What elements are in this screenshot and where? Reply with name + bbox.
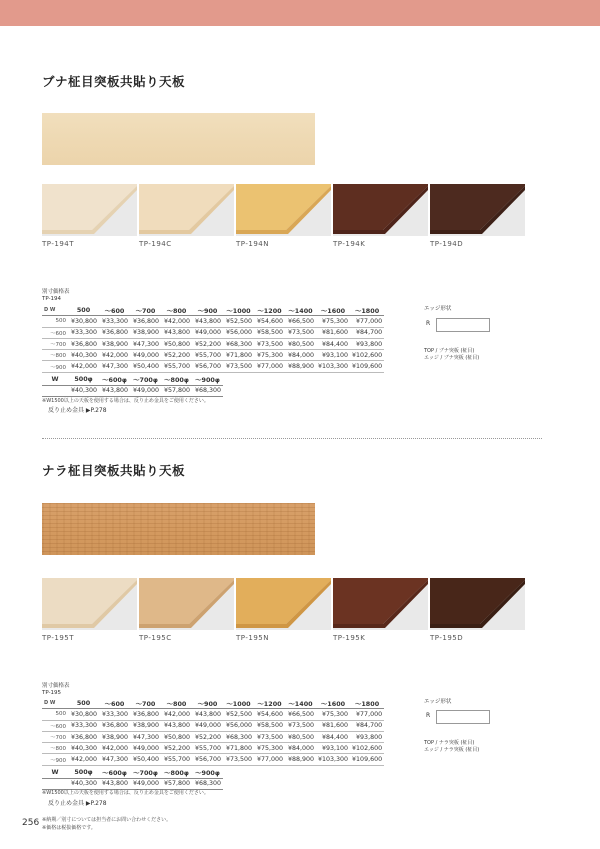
price-cell: ¥56,000: [223, 327, 254, 338]
price-cell: ¥84,000: [285, 350, 316, 361]
price-cell: ¥77,000: [350, 709, 384, 720]
depth-header: 〜700: [42, 731, 68, 742]
section-divider: [42, 438, 542, 439]
round-price-cell: ¥57,800: [161, 778, 192, 790]
swatch-tp-195c: [139, 578, 234, 642]
price-cell: ¥73,500: [223, 754, 254, 765]
table-row: [42, 350, 384, 361]
round-size-header: 〜900φ: [192, 767, 223, 778]
price-cell: ¥54,600: [254, 316, 285, 327]
price-cell: ¥47,300: [99, 754, 130, 765]
price-cell: ¥55,700: [192, 743, 223, 754]
price-cell: ¥102,600: [350, 350, 384, 361]
edge-edge-material: エッジ / ブナ突板 (柾目): [424, 355, 480, 361]
price-cell: ¥30,800: [68, 709, 99, 720]
swatch-tp-194d: [430, 184, 525, 248]
price-cell: ¥49,000: [192, 327, 223, 338]
color-swatches: [42, 578, 522, 646]
price-cell: ¥33,300: [68, 720, 99, 731]
round-size-header: 〜800φ: [161, 767, 192, 778]
depth-header: 500: [42, 316, 68, 327]
round-price-cell: ¥68,300: [192, 385, 223, 397]
footnote-tax: ※価格は税抜価格です。: [42, 825, 96, 831]
round-size-header: 500φ: [68, 374, 99, 385]
edge-profile-diagram: [436, 318, 490, 332]
round-price-cell: ¥43,800: [99, 778, 130, 790]
width-header: 〜1600: [316, 305, 350, 316]
round-size-header: 〜700φ: [130, 767, 161, 778]
edge-material-info: [424, 348, 479, 362]
price-cell: ¥93,100: [316, 350, 350, 361]
price-cell: ¥33,300: [68, 327, 99, 338]
swatch-tp-194n: [236, 184, 331, 248]
price-cell: ¥54,600: [254, 709, 285, 720]
table-corner: [42, 305, 68, 316]
price-cell: ¥55,700: [161, 361, 192, 372]
table-row: [42, 338, 384, 349]
table-row: [42, 316, 384, 327]
price-cell: ¥36,800: [130, 316, 161, 327]
swatch-tp-194k: [333, 184, 428, 248]
table-header-row: [42, 698, 384, 709]
swatch-image: [430, 578, 525, 630]
edge-material-info: [424, 740, 479, 754]
round-price-cell: ¥68,300: [192, 778, 223, 790]
width-header: 〜1600: [316, 698, 350, 709]
width-header: 〜700: [130, 305, 161, 316]
depth-header: 〜800: [42, 743, 68, 754]
price-cell: ¥77,000: [254, 361, 285, 372]
width-header: 500: [68, 305, 99, 316]
round-size-header: 500φ: [68, 767, 99, 778]
price-cell: ¥42,000: [99, 350, 130, 361]
price-table-label: [42, 683, 70, 697]
round-blank-cell: [42, 778, 68, 790]
price-cell: ¥36,800: [68, 338, 99, 349]
price-cell: ¥42,000: [68, 361, 99, 372]
round-price-table: [42, 374, 223, 397]
reference-link[interactable]: 反り止め金具 ▶P.278: [48, 800, 107, 807]
price-cell: ¥38,900: [99, 731, 130, 742]
price-table: [42, 698, 384, 766]
price-cell: ¥109,600: [350, 361, 384, 372]
price-cell: ¥36,800: [68, 731, 99, 742]
width-header: 〜800: [161, 305, 192, 316]
price-cell: ¥56,000: [223, 720, 254, 731]
price-cell: ¥84,000: [285, 743, 316, 754]
note: ※W1500以上の天板を使用する場合は、反り止め金具をご使用ください。: [42, 790, 209, 796]
swatch-tp-195d: [430, 578, 525, 642]
price-cell: ¥47,300: [130, 338, 161, 349]
width-header: 〜600: [99, 698, 130, 709]
depth-header: 500: [42, 709, 68, 720]
price-cell: ¥84,700: [350, 327, 384, 338]
width-header: 〜1400: [285, 698, 316, 709]
price-cell: ¥93,800: [350, 731, 384, 742]
price-cell: ¥84,400: [316, 731, 350, 742]
price-cell: ¥40,300: [68, 350, 99, 361]
round-price-row: [42, 778, 223, 790]
price-cell: ¥75,300: [316, 709, 350, 720]
price-cell: ¥84,700: [350, 720, 384, 731]
price-cell: ¥71,800: [223, 350, 254, 361]
width-header: 〜900: [192, 305, 223, 316]
price-cell: ¥103,300: [316, 754, 350, 765]
price-cell: ¥55,700: [161, 754, 192, 765]
swatch-image: [333, 578, 428, 630]
price-cell: ¥43,800: [161, 327, 192, 338]
swatch-image: [333, 184, 428, 236]
width-header: 〜900: [192, 698, 223, 709]
price-cell: ¥52,500: [223, 316, 254, 327]
price-cell: ¥36,800: [99, 720, 130, 731]
footnote-lead-time: ※納期／別寸については担当者にお問い合わせください。: [42, 817, 172, 823]
price-cell: ¥38,900: [130, 327, 161, 338]
width-header: 500: [68, 698, 99, 709]
price-cell: ¥50,400: [130, 754, 161, 765]
round-price-table: [42, 767, 223, 790]
table-row: [42, 327, 384, 338]
depth-header: 〜900: [42, 361, 68, 372]
price-label-text: 別寸価格表: [42, 683, 70, 689]
swatch-code: TP-194D: [430, 240, 464, 248]
price-cell: ¥30,800: [68, 316, 99, 327]
price-cell: ¥55,700: [192, 350, 223, 361]
depth-header: 〜600: [42, 327, 68, 338]
round-size-header: 〜600φ: [99, 374, 130, 385]
swatch-image: [42, 578, 137, 630]
price-cell: ¥43,800: [192, 316, 223, 327]
round-price-cell: ¥49,000: [130, 385, 161, 397]
price-cell: ¥77,000: [350, 316, 384, 327]
swatch-tp-195n: [236, 578, 331, 642]
price-cell: ¥43,800: [192, 709, 223, 720]
swatch-image: [236, 184, 331, 236]
round-price-cell: ¥40,300: [68, 385, 99, 397]
swatch-image: [139, 578, 234, 630]
section-title: ブナ柾目突板共貼り天板: [42, 74, 186, 89]
swatch-tp-195t: [42, 578, 137, 642]
price-cell: ¥93,800: [350, 338, 384, 349]
price-cell: ¥38,900: [130, 720, 161, 731]
width-header: 〜1000: [223, 305, 254, 316]
price-cell: ¥109,600: [350, 754, 384, 765]
price-cell: ¥36,800: [130, 709, 161, 720]
table-header-row: [42, 305, 384, 316]
table-row: [42, 361, 384, 372]
price-cell: ¥49,000: [192, 720, 223, 731]
round-blank-cell: [42, 385, 68, 397]
round-size-header: 〜600φ: [99, 767, 130, 778]
round-header-row: [42, 374, 223, 385]
swatch-code: TP-194C: [139, 240, 172, 248]
price-cell: ¥75,300: [254, 743, 285, 754]
round-price-row: [42, 385, 223, 397]
edge-top-material: TOP / ブナ突板 (柾目): [424, 348, 475, 354]
round-size-header: 〜900φ: [192, 374, 223, 385]
price-cell: ¥77,000: [254, 754, 285, 765]
price-cell: ¥56,700: [192, 754, 223, 765]
price-cell: ¥84,400: [316, 338, 350, 349]
depth-header: 〜800: [42, 350, 68, 361]
page-number: 256: [22, 818, 40, 828]
edge-shape-title: エッジ形状: [424, 699, 452, 705]
price-cell: ¥68,300: [223, 731, 254, 742]
width-header: 〜1000: [223, 698, 254, 709]
price-cell: ¥50,400: [130, 361, 161, 372]
swatch-code: TP-194K: [333, 240, 366, 248]
wood-grain-sample: [42, 113, 315, 165]
wood-grain-sample: [42, 503, 315, 555]
price-cell: ¥49,000: [130, 743, 161, 754]
price-cell: ¥49,000: [130, 350, 161, 361]
table-row: [42, 720, 384, 731]
price-cell: ¥42,000: [68, 754, 99, 765]
header-band: [0, 0, 600, 26]
table-row: [42, 754, 384, 765]
price-cell: ¥50,800: [161, 731, 192, 742]
width-header: 〜1400: [285, 305, 316, 316]
price-cell: ¥36,800: [99, 327, 130, 338]
price-cell: ¥38,900: [99, 338, 130, 349]
width-header: 〜800: [161, 698, 192, 709]
price-cell: ¥56,700: [192, 361, 223, 372]
round-header-row: [42, 767, 223, 778]
price-cell: ¥88,900: [285, 361, 316, 372]
swatch-code: TP-195K: [333, 634, 366, 642]
price-cell: ¥80,500: [285, 731, 316, 742]
price-cell: ¥71,800: [223, 743, 254, 754]
width-header: 〜1800: [350, 698, 384, 709]
depth-header: 〜700: [42, 338, 68, 349]
price-cell: ¥75,300: [254, 350, 285, 361]
note: ※W1500以上の天板を使用する場合は、反り止め金具をご使用ください。: [42, 398, 209, 404]
round-size-header: 〜700φ: [130, 374, 161, 385]
price-cell: ¥103,300: [316, 361, 350, 372]
swatch-tp-194c: [139, 184, 234, 248]
swatch-tp-195k: [333, 578, 428, 642]
price-cell: ¥33,300: [99, 709, 130, 720]
price-cell: ¥66,500: [285, 709, 316, 720]
round-label: W: [42, 767, 68, 778]
round-price-cell: ¥57,800: [161, 385, 192, 397]
price-cell: ¥88,900: [285, 754, 316, 765]
depth-header: 〜900: [42, 754, 68, 765]
swatch-code: TP-195T: [42, 634, 75, 642]
model-code: TP-195: [42, 690, 62, 696]
table-row: [42, 743, 384, 754]
price-cell: ¥42,000: [161, 709, 192, 720]
price-cell: ¥47,300: [130, 731, 161, 742]
swatch-code: TP-195C: [139, 634, 172, 642]
swatch-code: TP-194N: [236, 240, 269, 248]
swatch-image: [236, 578, 331, 630]
corner-w: W: [48, 307, 56, 314]
round-price-cell: ¥40,300: [68, 778, 99, 790]
price-cell: ¥81,600: [316, 327, 350, 338]
swatch-image: [42, 184, 137, 236]
price-cell: ¥58,500: [254, 327, 285, 338]
reference-link[interactable]: 反り止め金具 ▶P.278: [48, 407, 107, 414]
width-header: 〜1800: [350, 305, 384, 316]
price-cell: ¥42,000: [99, 743, 130, 754]
swatch-tp-194t: [42, 184, 137, 248]
price-cell: ¥93,100: [316, 743, 350, 754]
round-price-cell: ¥49,000: [130, 778, 161, 790]
swatch-code: TP-195D: [430, 634, 464, 642]
table-row: [42, 709, 384, 720]
edge-shape-title: エッジ形状: [424, 306, 452, 312]
price-cell: ¥42,000: [161, 316, 192, 327]
swatch-code: TP-195N: [236, 634, 269, 642]
price-cell: ¥73,500: [285, 327, 316, 338]
round-size-header: 〜800φ: [161, 374, 192, 385]
price-cell: ¥43,800: [161, 720, 192, 731]
edge-profile-diagram: [436, 710, 490, 724]
swatch-code: TP-194T: [42, 240, 75, 248]
price-cell: ¥47,300: [99, 361, 130, 372]
color-swatches: [42, 184, 522, 252]
price-cell: ¥81,600: [316, 720, 350, 731]
price-cell: ¥73,500: [254, 731, 285, 742]
price-cell: ¥66,500: [285, 316, 316, 327]
edge-mark: R: [426, 712, 431, 719]
swatch-image: [430, 184, 525, 236]
price-cell: ¥75,300: [316, 316, 350, 327]
corner-d: D: [44, 307, 49, 314]
price-cell: ¥50,800: [161, 338, 192, 349]
price-table: [42, 305, 384, 373]
table-corner: [42, 698, 68, 709]
width-header: 〜600: [99, 305, 130, 316]
model-code: TP-194: [42, 296, 62, 302]
section-title: ナラ柾目突板共貼り天板: [42, 463, 186, 478]
table-row: [42, 731, 384, 742]
price-cell: ¥102,600: [350, 743, 384, 754]
price-cell: ¥52,200: [161, 743, 192, 754]
width-header: 〜1200: [254, 698, 285, 709]
round-label: W: [42, 374, 68, 385]
price-cell: ¥52,200: [192, 731, 223, 742]
price-cell: ¥73,500: [254, 338, 285, 349]
depth-header: 〜600: [42, 720, 68, 731]
price-cell: ¥80,500: [285, 338, 316, 349]
edge-edge-material: エッジ / ナラ突板 (柾目): [424, 747, 480, 753]
price-cell: ¥52,200: [161, 350, 192, 361]
price-cell: ¥73,500: [285, 720, 316, 731]
edge-mark: R: [426, 320, 431, 327]
price-label-text: 別寸価格表: [42, 289, 70, 295]
swatch-image: [139, 184, 234, 236]
price-cell: ¥52,200: [192, 338, 223, 349]
round-price-cell: ¥43,800: [99, 385, 130, 397]
corner-w: W: [48, 700, 56, 707]
price-cell: ¥52,500: [223, 709, 254, 720]
price-cell: ¥58,500: [254, 720, 285, 731]
price-table-label: [42, 289, 70, 303]
corner-d: D: [44, 700, 49, 707]
price-cell: ¥40,300: [68, 743, 99, 754]
width-header: 〜700: [130, 698, 161, 709]
price-cell: ¥33,300: [99, 316, 130, 327]
price-cell: ¥68,300: [223, 338, 254, 349]
edge-top-material: TOP / ナラ突板 (柾目): [424, 740, 475, 746]
price-cell: ¥73,500: [223, 361, 254, 372]
width-header: 〜1200: [254, 305, 285, 316]
